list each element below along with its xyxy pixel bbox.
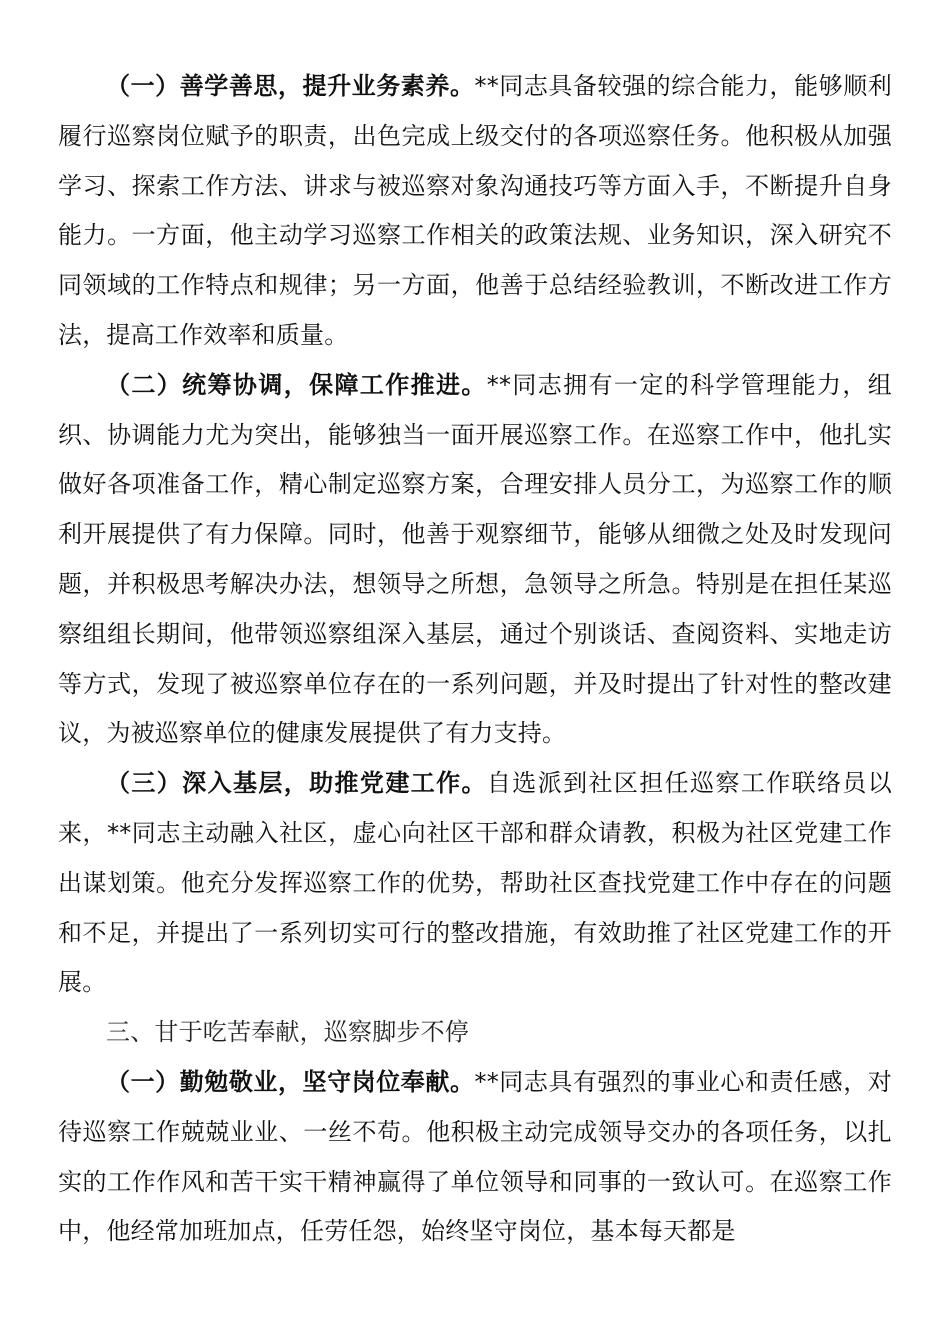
paragraph-lead: （三）深入基层，助推党建工作。 — [106, 769, 487, 798]
paragraph-body: 自选派到社区担任巡察工作联络员以来，**同志主动融入社区，虚心向社区干部和群众请教，积极为社区党建工作出谋划策。他充分发挥巡察工作的优势，帮助社区查找党建工作中存在的问题和不足，并提出了一系列切实可行的整改措施，有效助推了社区党建工作的开展。 — [58, 769, 893, 997]
paragraph-coordination — [58, 361, 892, 759]
paragraph-study-and-think — [58, 62, 892, 361]
paragraph-body: **同志具备较强的综合能力，能够顺利履行巡察岗位赋予的职责，出色完成上级交付的各项巡察任务。他积极从加强学习、探索工作方法、讲求与被巡察对象沟通技巧等方面入手，不断提升自身能力。一方面，他主动学习巡察工作相关的政策法规、业务知识，深入研究不同领域的工作特点和规律；另一方面，他善于总结经验教训，不断改进工作方法，提高工作效率和质量。 — [58, 72, 892, 349]
paragraph-body: **同志具有强烈的事业心和责任感，对待巡察工作兢兢业业、一丝不苟。他积极主动完成领导交办的各项任务，以扎实的工作作风和苦干实干精神赢得了单位领导和同事的一致认可。在巡察工作中，他经常加班加点，任劳任怨，始终坚守岗位，基本每天都是 — [58, 1067, 892, 1246]
section-heading: 三、甘于吃苦奉献，巡察脚步不停 — [106, 1018, 469, 1047]
document-page — [58, 62, 892, 1257]
paragraph-lead: （一）勤勉敬业，坚守岗位奉献。 — [106, 1067, 475, 1096]
paragraph-lead: （一）善学善思，提升业务素养。 — [106, 72, 475, 100]
paragraph-dedication — [58, 1058, 892, 1257]
paragraph-lead: （二）统筹协调，保障工作推进。 — [106, 370, 487, 399]
paragraph-grassroots — [58, 759, 892, 1008]
paragraph-body: **同志拥有一定的科学管理能力，组织、协调能力尤为突出，能够独当一面开展巡察工作。在巡察工作中，他扎实做好各项准备工作，精心制定巡察方案，合理安排人员分工，为巡察工作的顺利开展提供了有力保障。同时，他善于观察细节，能够从细微之处及时发现问题，并积极思考解决办法，想领导之所想，急领导之所急。特别是在担任某巡察组组长期间，他带领巡察组深入基层，通过个别谈话、查阅资料、实地走访等方式，发现了被巡察单位存在的一系列问题，并及时提出了针对性的整改建议，为被巡察单位的健康发展提供了有力支持。 — [58, 370, 892, 748]
